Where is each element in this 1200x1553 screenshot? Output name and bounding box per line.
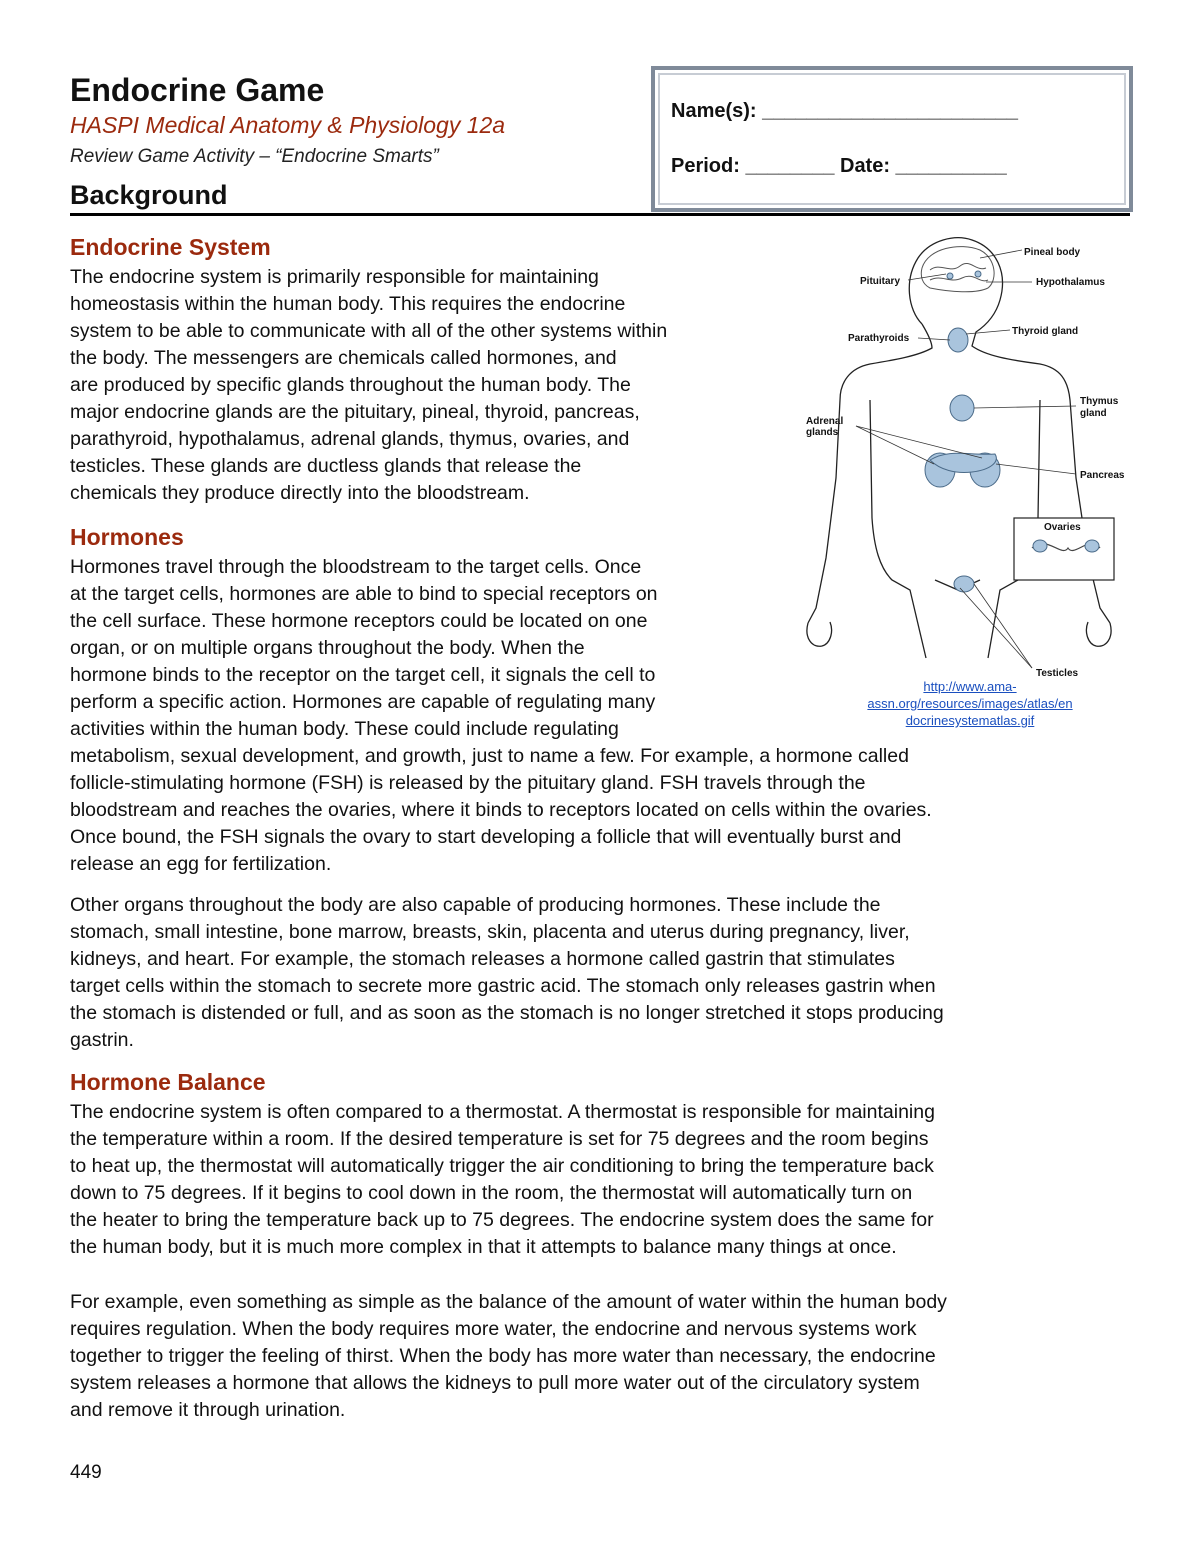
label-pituitary: Pituitary <box>860 276 901 287</box>
document-title: Endocrine Game <box>70 72 325 108</box>
testes <box>954 576 974 592</box>
pituitary-gland <box>947 273 953 279</box>
endocrine-system-heading: Endocrine System <box>70 234 271 260</box>
thermostat-paragraph: The endocrine system is often compared to a thermostat. A thermostat is responsible for maintaining the temperature within a room. If the desired temperature is set for 75 degrees and the room begins to heat up, the thermostat will automatically trigger the air conditioning to bring the temperature back down to 75 degrees. If it begins to cool down in the room, the thermostat will automatically turn on the heater to bring the temperature back up to 75 degrees. The endocrine system does the same for the human body, but it is much more complex in that it attempts to balance many things at once. <box>70 1101 935 1258</box>
label-parathyroids: Parathyroids <box>848 333 910 344</box>
period-date-field[interactable]: Period: ________ Date: __________ <box>671 155 1007 177</box>
thyroid-gland <box>948 328 968 352</box>
hormones-heading: Hormones <box>70 524 184 550</box>
hormones-paragraph: Hormones travel through the bloodstream to the target cells. Once at the target cells, hormones are able to bind to special receptors on the cell surface. These hormone receptors could be located on one organ, or on multiple organs throughout the body. When the hormone binds to the receptor on the target cell, it signals the cell to perform a specific action. Hormones are capable of regulating many activities within the human body. These could include regulating metabolism, sexual development, and growth, just to name a few. For example, a hormone called follicle-stimulating hormone (FSH) is released by the pituitary gland. FSH travels through the bloodstream and reaches the ovaries, where it binds to receptors located on cells within the ovaries. Once bound, the FSH signals the ovary to start developing a follicle that will eventually burst and release an egg for fertilization. <box>70 556 932 875</box>
pineal-gland <box>975 271 981 277</box>
name-box <box>651 66 1133 212</box>
name-field[interactable]: Name(s): _______________________ <box>671 100 1018 122</box>
label-adrenal: Adrenal <box>806 416 844 427</box>
water-balance-paragraph: For example, even something as simple as the balance of the amount of water within the human body requires regulation. When the body requires more water, the endocrine and nervous systems work together to trigger the feeling of thirst. When the body has more water than necessary, the endocrine system releases a hormone that allows the kidneys to pull more water out of the circulatory system and remove it through urination. <box>70 1291 947 1421</box>
label-thymus: Thymus <box>1080 396 1119 407</box>
header-rule <box>70 213 1130 216</box>
label-testicles: Testicles <box>1036 668 1079 679</box>
background-heading: Background <box>70 180 228 210</box>
endocrine-system-paragraph: The endocrine system is primarily responsible for maintaining homeostasis within the human body. This requires the endocrine system to be able to communicate with all of the other systems within the body. The messengers are chemicals called hormones, and are produced by specific glands throughout the human body. The major endocrine glands are the pituitary, pineal, thyroid, pancreas, parathyroid, hypothalamus, adrenal glands, thymus, ovaries, and testicles. These glands are ductless glands that release the chemicals they produce directly into the bloodstream. <box>70 266 668 504</box>
activity-subtitle: Review Game Activity – “Endocrine Smarts” <box>70 146 439 167</box>
label-thymus-gland: gland <box>1080 408 1107 419</box>
label-pineal-body: Pineal body <box>1024 247 1081 258</box>
hormone-balance-heading: Hormone Balance <box>70 1069 266 1095</box>
thymus-gland <box>950 395 974 421</box>
other-organs-paragraph: Other organs throughout the body are also capable of producing hormones. These include the stomach, small intestine, bone marrow, breasts, skin, placenta and uterus during pregnancy, liver, kidneys, and heart. For example, the stomach releases a hormone called gastrin that stimulates target cells within the stomach to secrete more gastric acid. The stomach only releases gastrin when the stomach is distended or full, and as soon as the stomach is no longer stretched it stops producing gastrin. <box>70 894 944 1051</box>
endocrine-diagram <box>800 228 1135 683</box>
figure-source-link[interactable]: http://www.ama- assn.org/resources/images/atlas/en docrinesystematlas.gif <box>867 679 1073 728</box>
page-number: 449 <box>70 1462 102 1483</box>
label-hypothalamus: Hypothalamus <box>1036 277 1105 288</box>
course-subtitle: HASPI Medical Anatomy & Physiology 12a <box>70 112 506 138</box>
label-ovaries: Ovaries <box>1044 522 1081 533</box>
label-thyroid-gland: Thyroid gland <box>1012 326 1079 337</box>
label-pancreas: Pancreas <box>1080 470 1125 481</box>
label-adrenal-glands: glands <box>806 427 839 438</box>
